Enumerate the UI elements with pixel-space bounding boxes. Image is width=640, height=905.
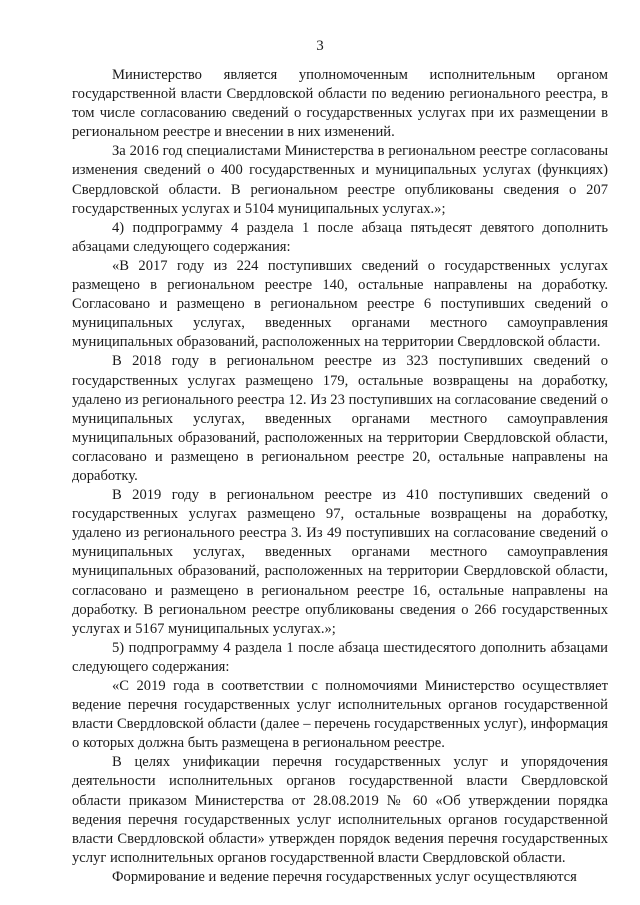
- paragraph-ministry-authority: Министерство является уполномоченным исполнительным органом государственной власти Свердловской области по ведению регионального реестра, в том числе согласованию сведений о государственных услугах при их размещении в региональном реестре и внесении в них изменений.: [72, 67, 608, 141]
- paragraph-item-5-intro: 5) подпрограмму 4 раздела 1 после абзаца шестидесятого дополнить абзацами следующего содержания:: [72, 639, 608, 675]
- paragraph-2017-results: «В 2017 году из 224 поступивших сведений о государственных услугах размещено в региональном реестре 140, остальные направлены на доработку. Согласовано и размещено в региональном реестре 6 поступивших сведений о муниципальных услугах, введенных органами местного самоуправления муниципальных образований, расположенных на территории Свердловской области.: [72, 257, 608, 351]
- paragraph-2018-results: В 2018 году в региональном реестре из 323 поступивших сведений о государственных услугах размещено 179, остальные возвращены на доработку, удалено из регионального реестра 12. Из 23 поступивших на согласование сведений о муниципальных услугах, введенных органами местного самоуправления муниципальных образований, расположенных на территории Свердловской области, согласовано и размещено в региональном реестре 20, остальные направлены на доработку.: [72, 353, 608, 484]
- paragraph-2019-results: В 2019 году в региональном реестре из 410 поступивших сведений о государственных услугах размещено 97, остальные возвращены на доработку, удалено из регионального реестра 3. Из 49 поступивших на согласование сведений о муниципальных услугах, введенных органами местного самоуправления муниципальных образований, расположенных на территории Свердловской области, согласовано и размещено в региональном реестре 16, остальные направлены на доработку. В региональном реестре опубликованы сведения о 266 государственных услугах и 5167 муниципальных услугах.»;: [72, 487, 608, 637]
- page-number: 3: [316, 38, 324, 54]
- paragraph-list-formation: Формирование и ведение перечня государственных услуг осуществляются: [112, 868, 577, 885]
- paragraph-services-list: «С 2019 года в соответствии с полномочиями Министерство осуществляет ведение перечня государственных услуг исполнительных органов государственной власти Свердловской области (далее – перечень государственных услуг), информация о которых должна быть размещена в региональном реестре.: [72, 678, 608, 752]
- paragraph-unification-order: В целях унификации перечня государственных услуг и упорядочения деятельности исполнительных органов государственной власти Свердловской области приказом Министерства от 28.08.2019 № 60 «Об утверждении порядка ведения перечня государственных услуг исполнительных органов государственной власти Свердловской области» утвержден порядок ведения перечня государственных услуг исполнительных органов государственной власти Свердловской области.: [72, 754, 608, 866]
- paragraph-item-4-intro: 4) подпрограмму 4 раздела 1 после абзаца пятьдесят девятого дополнить абзацами следующего содержания:: [72, 219, 608, 255]
- paragraph-2016-results: За 2016 год специалистами Министерства в региональном реестре согласованы изменения сведений о 400 государственных и муниципальных услугах (функциях) Свердловской области. В региональном реестре опубликованы сведения о 207 государственных услугах и 5104 муниципальных услугах.»;: [72, 143, 608, 217]
- document-body: [72, 66, 608, 887]
